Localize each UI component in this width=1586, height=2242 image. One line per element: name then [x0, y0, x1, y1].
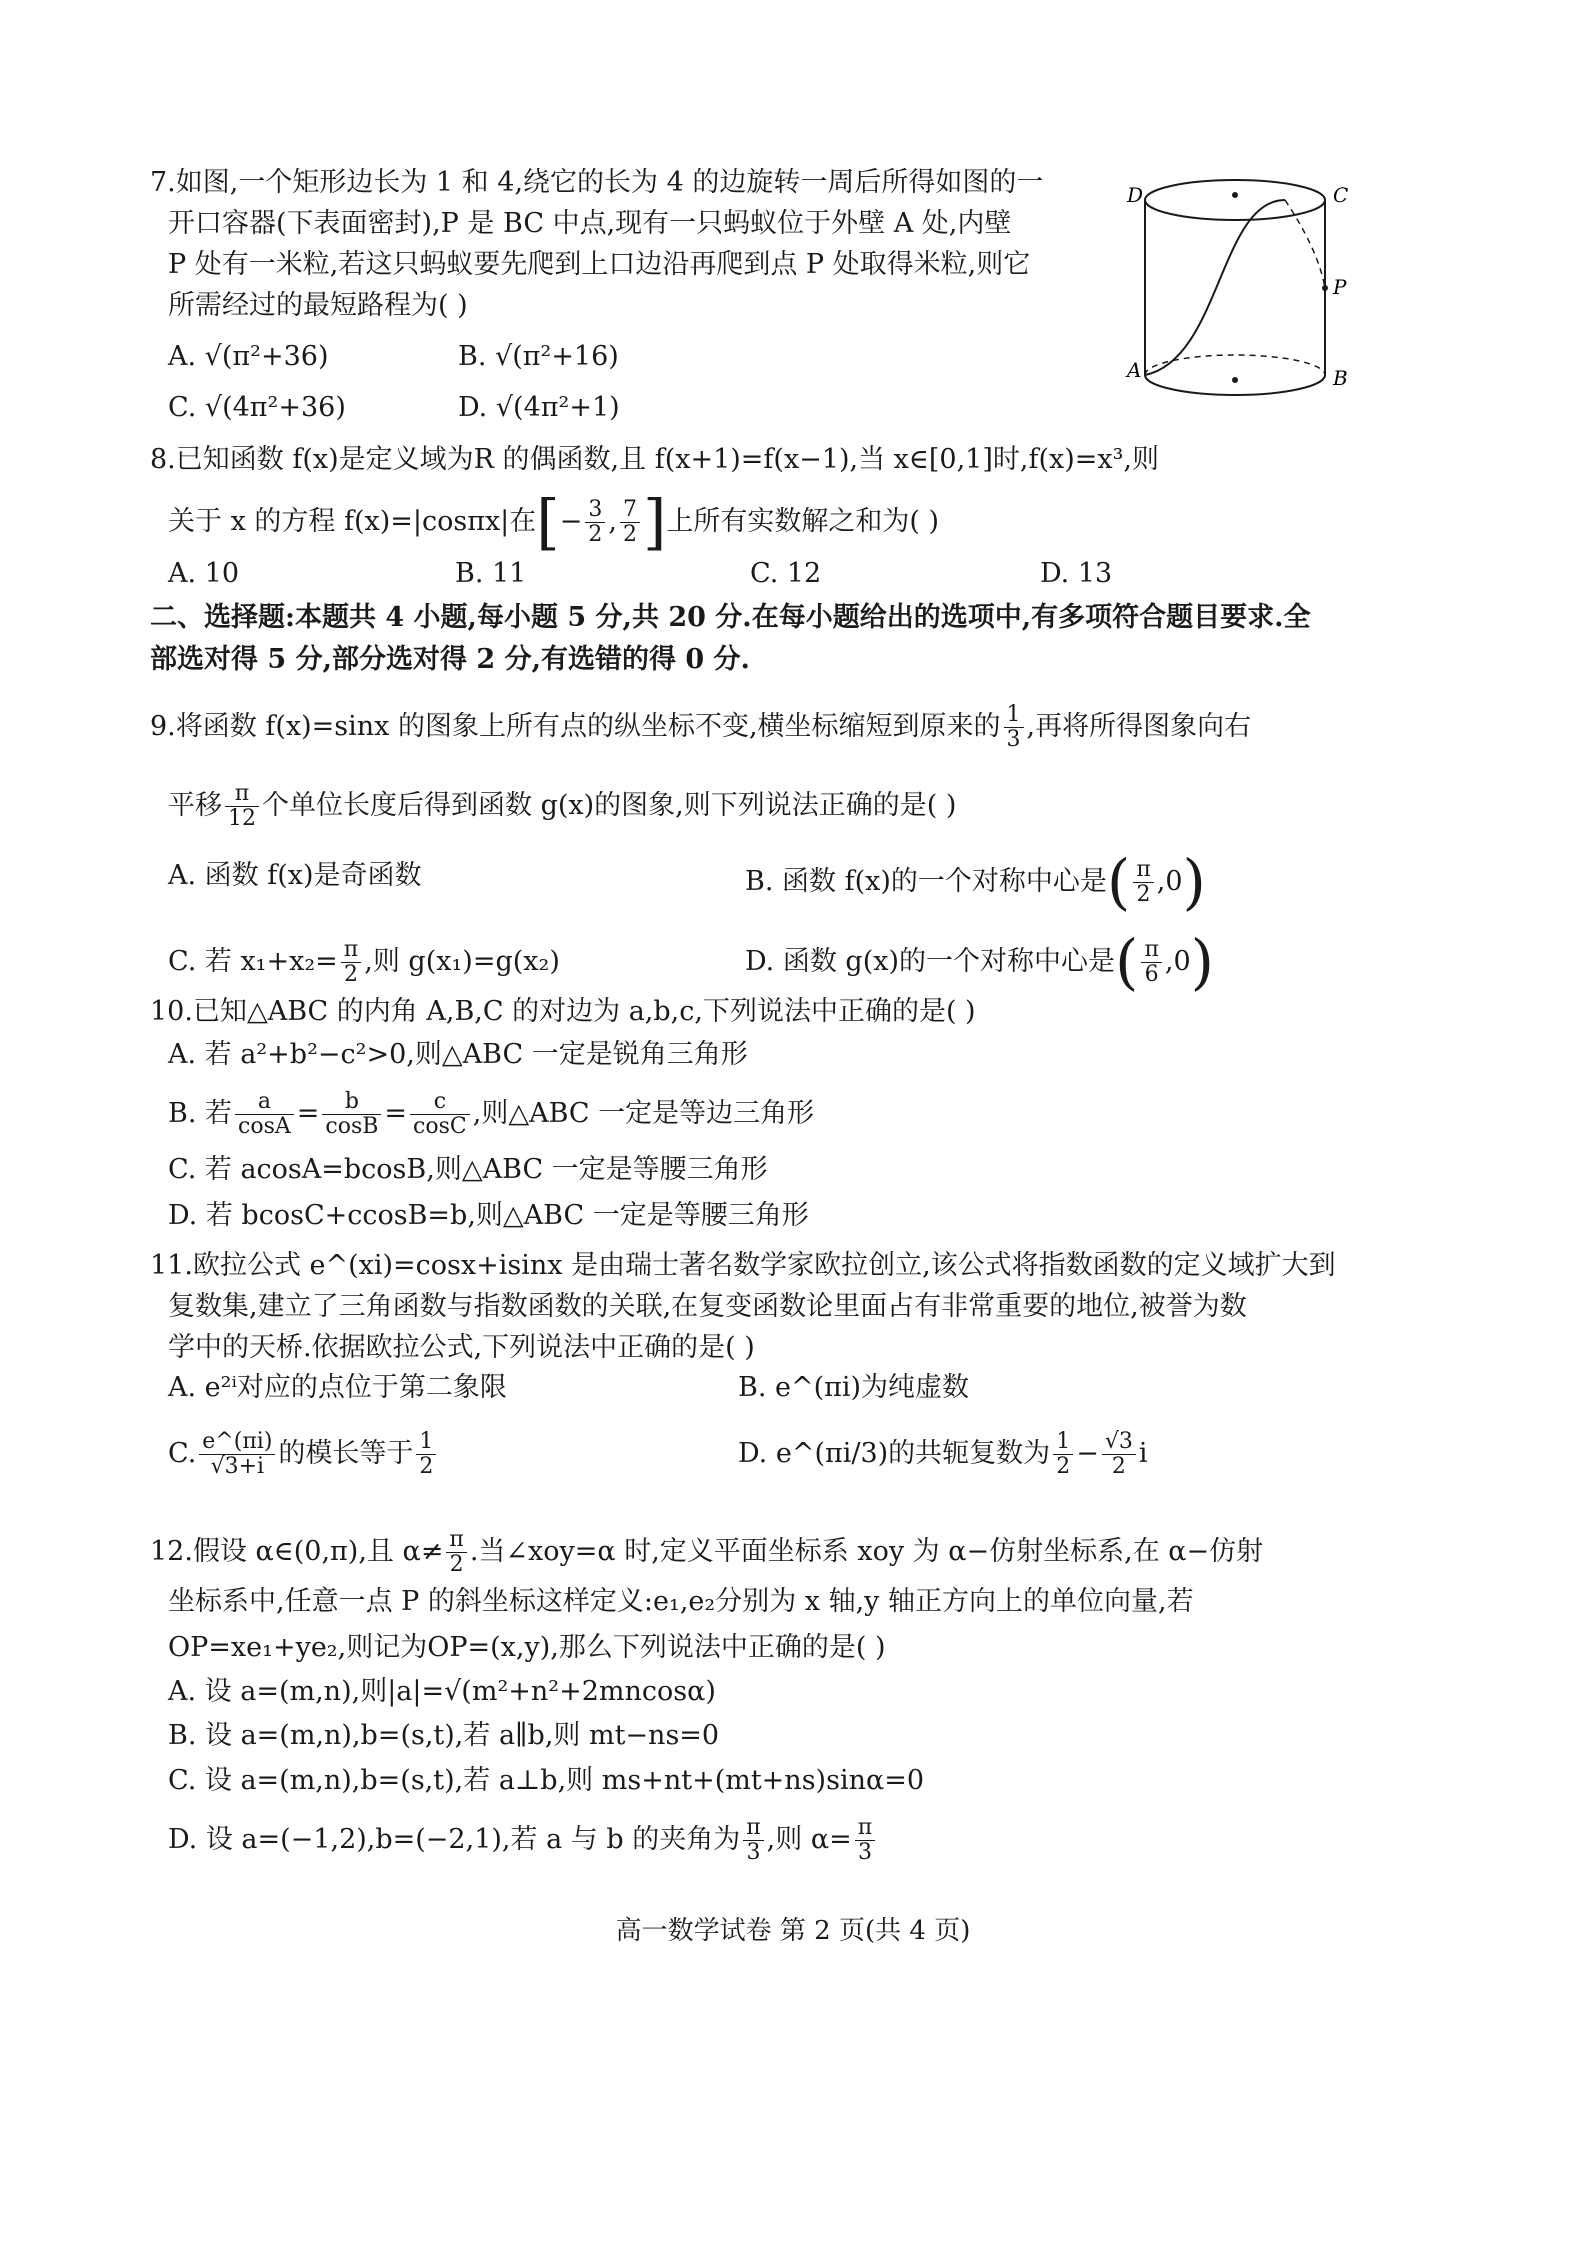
- q10-option-b: B. 若 $\frac{a}{\cos A}$ = $\frac{b}{\cos B}$ = $\frac{c}{\cos C}$ ,则△ABC 一定是等边三角形: [168, 1089, 815, 1139]
- q7-option-a: A. √(π²+36): [168, 341, 329, 372]
- q11-option-c: C. $\frac{e\^{}(\pi i)}{√3+i}$ 的模长等于 $\frac{1}{2}$: [168, 1430, 439, 1479]
- q7-line-4: 所需经过的最短路程为( ): [168, 290, 468, 321]
- q9-option-c: C. 若 x₁+x₂= $\frac{\pi}{2}$ ,则 g(x₁)=g(x₂): [168, 937, 560, 987]
- q12-line-1-text: 12.假设 α∈(0,π),且 α≠: [150, 1536, 444, 1567]
- cylinder-figure: [1125, 170, 1355, 430]
- q12-line-2: 坐标系中,任意一点 P 的斜坐标这样定义:e₁,e₂分别为 x 轴,y 轴正方向上的单位向量,若: [168, 1586, 1194, 1617]
- q9-option-b: B. 函数 f(x)的一个对称中心是( $\frac{\pi}{2}$ ,0): [745, 847, 1206, 918]
- q8-fraction-lower: $\frac{3}{2}$: [585, 498, 605, 547]
- q9-line-2-tail: 个单位长度后得到函数 g(x)的图象,则下列说法正确的是( ): [262, 790, 957, 821]
- q8-option-a: A. 10: [168, 558, 240, 589]
- label-b: B: [1333, 366, 1348, 390]
- q7-line-2: 开口容器(下表面密封),P 是 BC 中点,现有一只蚂蚁位于外壁 A 处,内壁: [168, 208, 1012, 239]
- q7-line-1: 7.如图,一个矩形边长为 1 和 4,绕它的长为 4 的边旋转一周后所得如图的一: [150, 167, 1044, 198]
- q8-line-2-text: 关于 x 的方程 f(x)=|cosπx|在: [168, 506, 537, 537]
- q11-option-a: A. e²ⁱ对应的点位于第二象限: [168, 1372, 507, 1403]
- q9-line-2-text: 平移: [168, 790, 222, 821]
- q10-option-c: C. 若 acosA=bcosB,则△ABC 一定是等腰三角形: [168, 1154, 768, 1185]
- q10-option-d: D. 若 bcosC+ccosB=b,则△ABC 一定是等腰三角形: [168, 1200, 809, 1231]
- q8-line-2-tail: 上所有实数解之和为( ): [666, 506, 940, 537]
- q11-line-2: 复数集,建立了三角函数与指数函数的关联,在复变函数论里面占有非常重要的地位,被誉为数: [168, 1291, 1247, 1322]
- page-footer: 高一数学试卷 第 2 页(共 4 页): [615, 1916, 971, 1946]
- q9-line-1: [150, 703, 1251, 752]
- q7-line-3: P 处有一米粒,若这只蚂蚁要先爬到上口边沿再爬到点 P 处取得米粒,则它: [168, 249, 1031, 280]
- q8-fraction-upper: $\frac{7}{2}$: [620, 498, 640, 547]
- label-a: A: [1127, 358, 1142, 382]
- q9-line-1-tail: ,再将所得图象向右: [1026, 711, 1252, 742]
- q12-option-d: D. 设 a=(−1,2),b=(−2,1),若 a 与 b 的夹角为 $\frac{\pi}{3}$ ,则 α= $\frac{\pi}{3}$: [168, 1816, 878, 1865]
- q11-option-b: B. e^(πi)为纯虚数: [738, 1372, 970, 1403]
- q7-option-d: D. √(4π²+1): [458, 392, 620, 423]
- q10-option-b-text: B. 若: [168, 1098, 233, 1129]
- q9-line-1-text: 9.将函数 f(x)=sinx 的图象上所有点的纵坐标不变,横坐标缩短到原来的: [150, 711, 1001, 742]
- q8-line-2: 关于 x 的方程 f(x)=|cosπx|在[− $\frac{3}{2}$ , $\frac{7}{2}$ ]上所有实数解之和为( ): [168, 487, 940, 558]
- q9-shift-fraction: $\frac{\pi}{12}$: [225, 782, 259, 831]
- q12-option-b: B. 设 a=(m,n),b=(s,t),若 a∥b,则 mt−ns=0: [168, 1720, 720, 1751]
- q11-option-d-text: D. e^(πi/3)的共轭复数为: [738, 1438, 1051, 1469]
- q7-option-b: B. √(π²+16): [458, 341, 619, 372]
- q12-line-1: 12.假设 α∈(0,π),且 α≠ $\frac{\pi}{2}$ .当∠xoy=α 时,定义平面坐标系 xoy 为 α−仿射坐标系,在 α−仿射: [150, 1527, 1264, 1577]
- q10-option-a: A. 若 a²+b²−c²>0,则△ABC 一定是锐角三角形: [168, 1039, 748, 1070]
- label-c: C: [1333, 183, 1349, 207]
- q9-option-c-text: C. 若 x₁+x₂=: [168, 946, 338, 977]
- q9-option-d: D. 函数 g(x)的一个对称中心是( $\frac{\pi}{6}$ ,0): [745, 927, 1215, 998]
- q11-line-1: 11.欧拉公式 e^(xi)=cosx+isinx 是由瑞士著名数学家欧拉创立,该公式将指数函数的定义域扩大到: [150, 1250, 1336, 1281]
- q9-option-d-text: D. 函数 g(x)的一个对称中心是: [745, 946, 1116, 977]
- q11-option-c-text: C.: [168, 1438, 197, 1469]
- q9-line-2: [168, 782, 956, 831]
- section-2-line-2: 部选对得 5 分,部分选对得 2 分,有选错的得 0 分.: [150, 644, 750, 675]
- q8-minus-sign: −: [559, 506, 583, 537]
- q9-option-b-text: B. 函数 f(x)的一个对称中心是: [745, 866, 1107, 897]
- q10-line-1: 10.已知△ABC 的内角 A,B,C 的对边为 a,b,c,下列说法中正确的是( ): [150, 996, 976, 1027]
- q8-option-b: B. 11: [455, 558, 527, 589]
- q7-option-c: C. √(4π²+36): [168, 392, 346, 423]
- q8-line-1: 8.已知函数 f(x)是定义域为R 的偶函数,且 f(x+1)=f(x−1),当 x∈[0,1]时,f(x)=x³,则: [150, 444, 1160, 475]
- q8-option-d: D. 13: [1040, 558, 1113, 589]
- q9-option-a: A. 函数 f(x)是奇函数: [168, 860, 422, 891]
- q12-option-d-text: D. 设 a=(−1,2),b=(−2,1),若 a 与 b 的夹角为: [168, 1824, 741, 1855]
- label-d: D: [1127, 183, 1144, 207]
- q12-option-c: C. 设 a=(m,n),b=(s,t),若 a⊥b,则 ms+nt+(mt+ns)sinα=0: [168, 1765, 924, 1796]
- q8-option-c: C. 12: [750, 558, 822, 589]
- q9-scale-fraction: $\frac{1}{3}$: [1004, 703, 1024, 752]
- q12-line-3: OP=xe₁+ye₂,则记为OP=(x,y),那么下列说法中正确的是( ): [168, 1632, 886, 1663]
- q12-option-a: A. 设 a=(m,n),则|a|=√(m²+n²+2mncosα): [168, 1676, 716, 1707]
- q11-line-3: 学中的天桥.依据欧拉公式,下列说法中正确的是( ): [168, 1332, 755, 1363]
- q11-option-d: D. e^(πi/3)的共轭复数为 $\frac{1}{2}$ − $\frac{√3}{2}$ i: [738, 1429, 1148, 1479]
- section-2-line-1: 二、选择题:本题共 4 小题,每小题 5 分,共 20 分.在每小题给出的选项中,有多项符合题目要求.全: [150, 602, 1311, 633]
- label-p: P: [1333, 275, 1347, 299]
